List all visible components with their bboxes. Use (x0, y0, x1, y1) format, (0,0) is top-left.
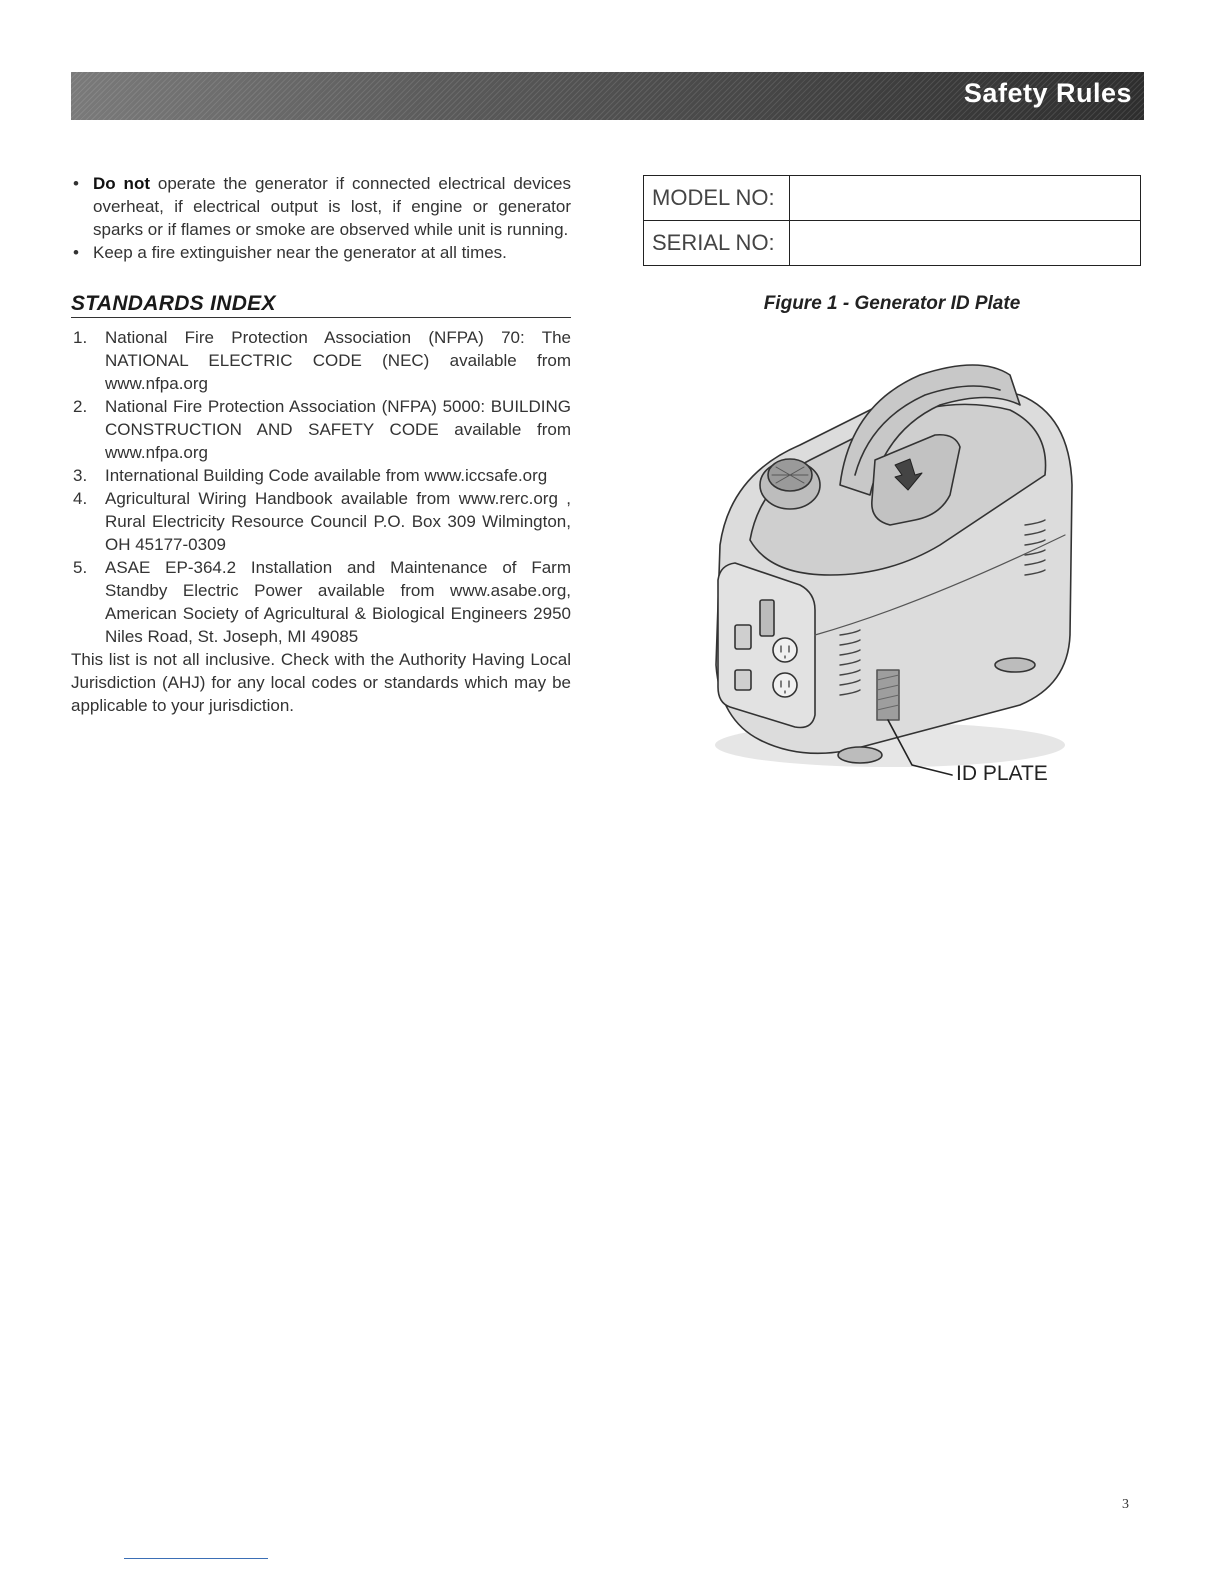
list-item-number: 1. (73, 328, 88, 347)
bullet-item (71, 172, 571, 241)
serial-no-label: SERIAL NO: (644, 221, 790, 266)
id-plate-icon (877, 670, 899, 720)
list-item-text: National Fire Protection Association (NFPA) 5000: BUILDING CONSTRUCTION AND SAFETY CODE available from www.nfpa.org (105, 397, 571, 462)
safety-bullet-list (71, 172, 571, 264)
figure-caption: Figure 1 - Generator ID Plate (763, 293, 1021, 314)
table-row (644, 221, 1141, 266)
list-item (71, 487, 571, 556)
list-item (71, 556, 571, 648)
list-item-text: National Fire Protection Association (NFPA) 70: The NATIONAL ELECTRIC CODE (NEC) available from www.nfpa.org (105, 328, 571, 393)
list-item (71, 464, 571, 487)
bullet-item (71, 241, 571, 264)
switch-icon (735, 625, 751, 649)
bullet-emphasis: Do not (93, 174, 150, 193)
list-item-number: 5. (73, 558, 88, 577)
id-plate-callout: ID PLATE (956, 762, 1048, 785)
generator-illustration (690, 335, 1090, 805)
list-item-text: ASAE EP-364.2 Installation and Maintenance of Farm Standby Electric Power available from www.asabe.org, American Society of Agricultural & Biological Engineers 2950 Niles Road, St. Joseph, MI 49085 (105, 558, 571, 646)
footer-rule (124, 1558, 268, 1559)
foot (838, 747, 882, 763)
header-bar (71, 72, 1144, 120)
id-plate-table (643, 175, 1141, 266)
bullet-text: operate the generator if connected electrical devices overheat, if electrical output is lost, if engine or generator sparks or if flames or smoke are observed while unit is running. (93, 174, 571, 239)
bullet-text: Keep a fire extinguisher near the generator at all times. (93, 243, 507, 262)
foot (995, 658, 1035, 672)
list-item (71, 326, 571, 395)
serial-no-field[interactable] (790, 221, 1141, 266)
list-item-text: Agricultural Wiring Handbook available from www.rerc.org , Rural Electricity Resource Council P.O. Box 309 Wilmington, OH 45177-0309 (105, 489, 571, 554)
indicator-panel (760, 600, 774, 636)
table-row (644, 176, 1141, 221)
list-item-number: 4. (73, 489, 88, 508)
page-section-title: Safety Rules (963, 78, 1132, 108)
left-column (71, 172, 571, 717)
standards-index-heading: STANDARDS INDEX (71, 292, 571, 318)
standards-closing-note: This list is not all inclusive. Check with the Authority Having Local Jurisdiction (AHJ) for any local codes or standards which may be applicable to your jurisdiction. (71, 650, 571, 715)
list-item-number: 3. (73, 466, 88, 485)
list-item-text: International Building Code available from www.iccsafe.org (105, 466, 548, 485)
control-panel (718, 563, 815, 728)
standards-list (71, 326, 571, 648)
model-no-field[interactable] (790, 176, 1141, 221)
model-no-label: MODEL NO: (644, 176, 790, 221)
breaker-icon (735, 670, 751, 690)
list-item-number: 2. (73, 397, 88, 416)
list-item (71, 395, 571, 464)
page-number: 3 (1122, 1497, 1129, 1512)
